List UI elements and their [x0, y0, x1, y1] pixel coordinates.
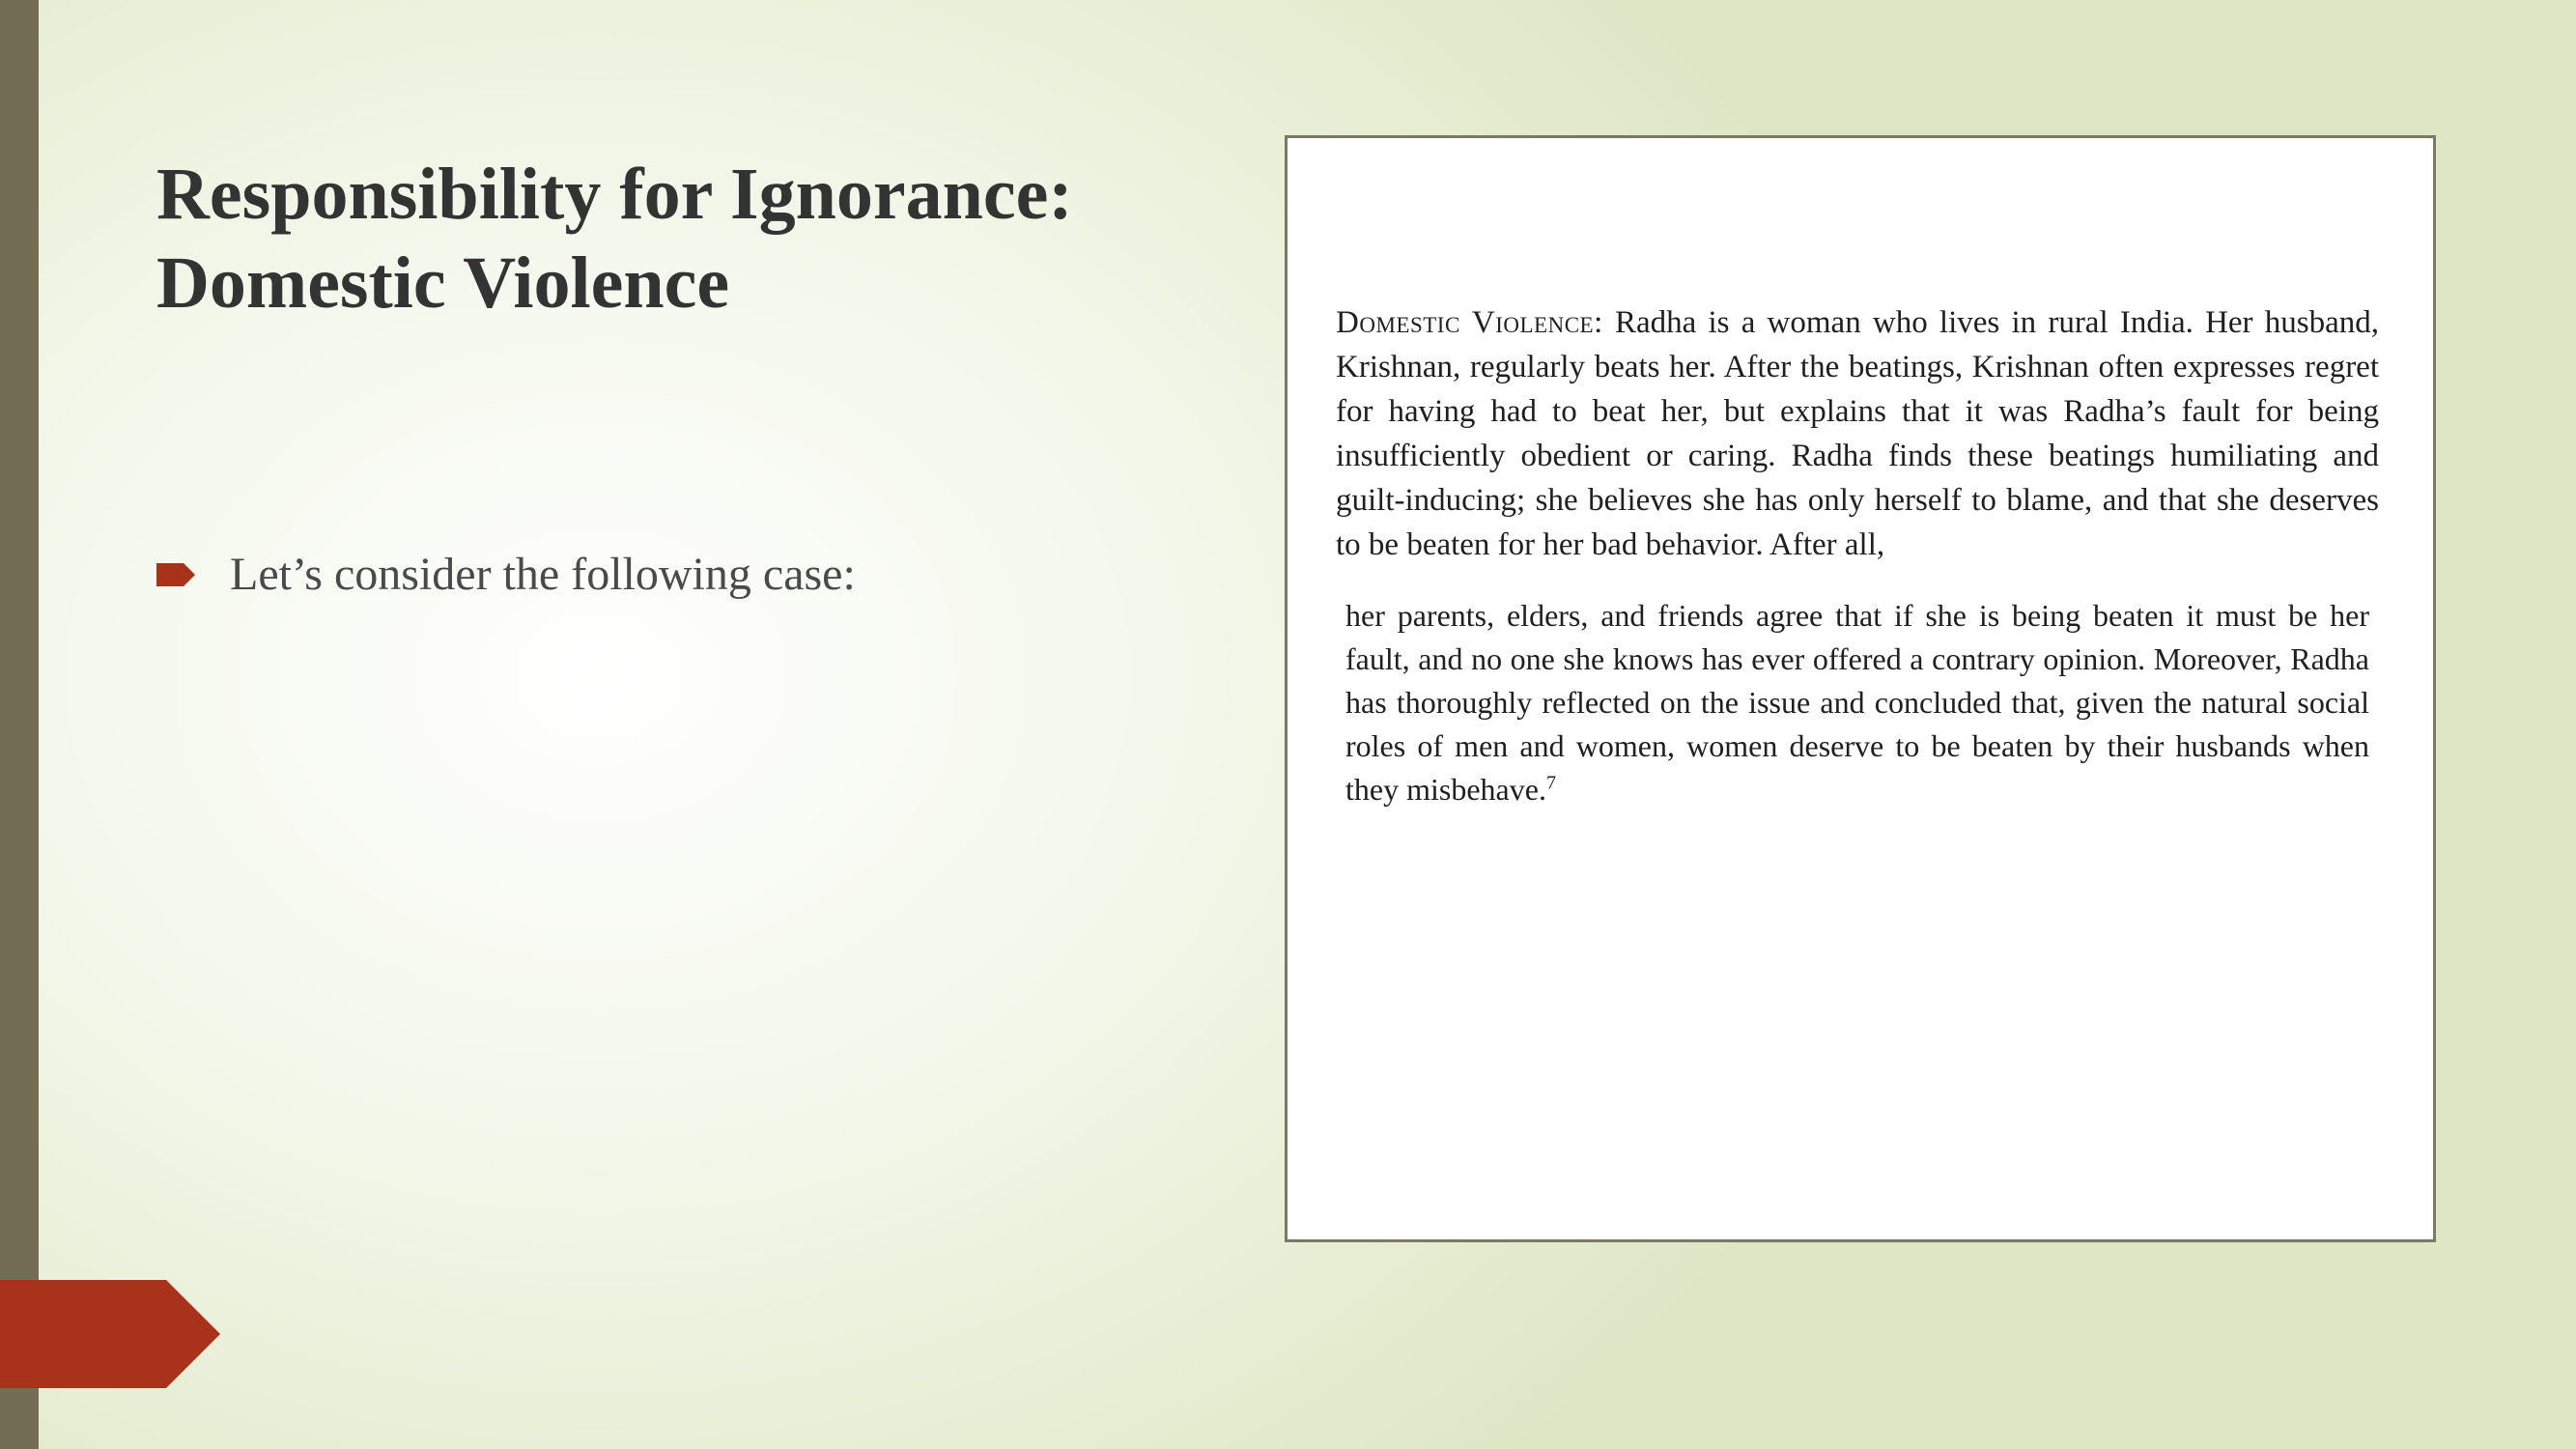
bullet-item [156, 546, 856, 604]
excerpt-paragraph-2 [1345, 594, 2369, 811]
slide-title-line-1: Responsibility for Ignorance: [156, 154, 1073, 235]
slide-number-arrow [0, 1280, 220, 1388]
slide-title-line-2: Domestic Violence [156, 242, 730, 324]
excerpt-paragraph-1 [1336, 300, 2379, 567]
bullet-text: Let’s consider the following case: [230, 549, 856, 600]
excerpt-paragraph-1-text: Radha is a woman who lives in rural India. Her husband, Krishnan, regularly beats her. After the beatings, Krishnan often expresses regret for having had to beat her, but explains that it was Radha’s fault for being insufficiently obedient or caring. Radha finds these beatings humiliating and guilt-inducing; she believes she has only herself to blame, and that she deserves to be beaten for her bad behavior. After all, [1336, 305, 2379, 562]
excerpt-paragraph-2-text: her parents, elders, and friends agree that if she is being beaten it must be her fault, and no one she knows has ever offered a contrary opinion. Moreover, Radha has thoroughly reflected on the issue and concluded that, given the natural social roles of men and women, women deserve to be beaten by their husbands when they misbehave. [1345, 598, 2369, 807]
excerpt-lead: Domestic Violence: [1336, 305, 1603, 340]
footnote-marker: 7 [1545, 772, 1556, 794]
arrow-bullet-icon [156, 559, 195, 590]
slide-title [156, 150, 1219, 327]
book-excerpt-image [1285, 135, 2436, 1242]
left-accent-bar [0, 0, 39, 1449]
